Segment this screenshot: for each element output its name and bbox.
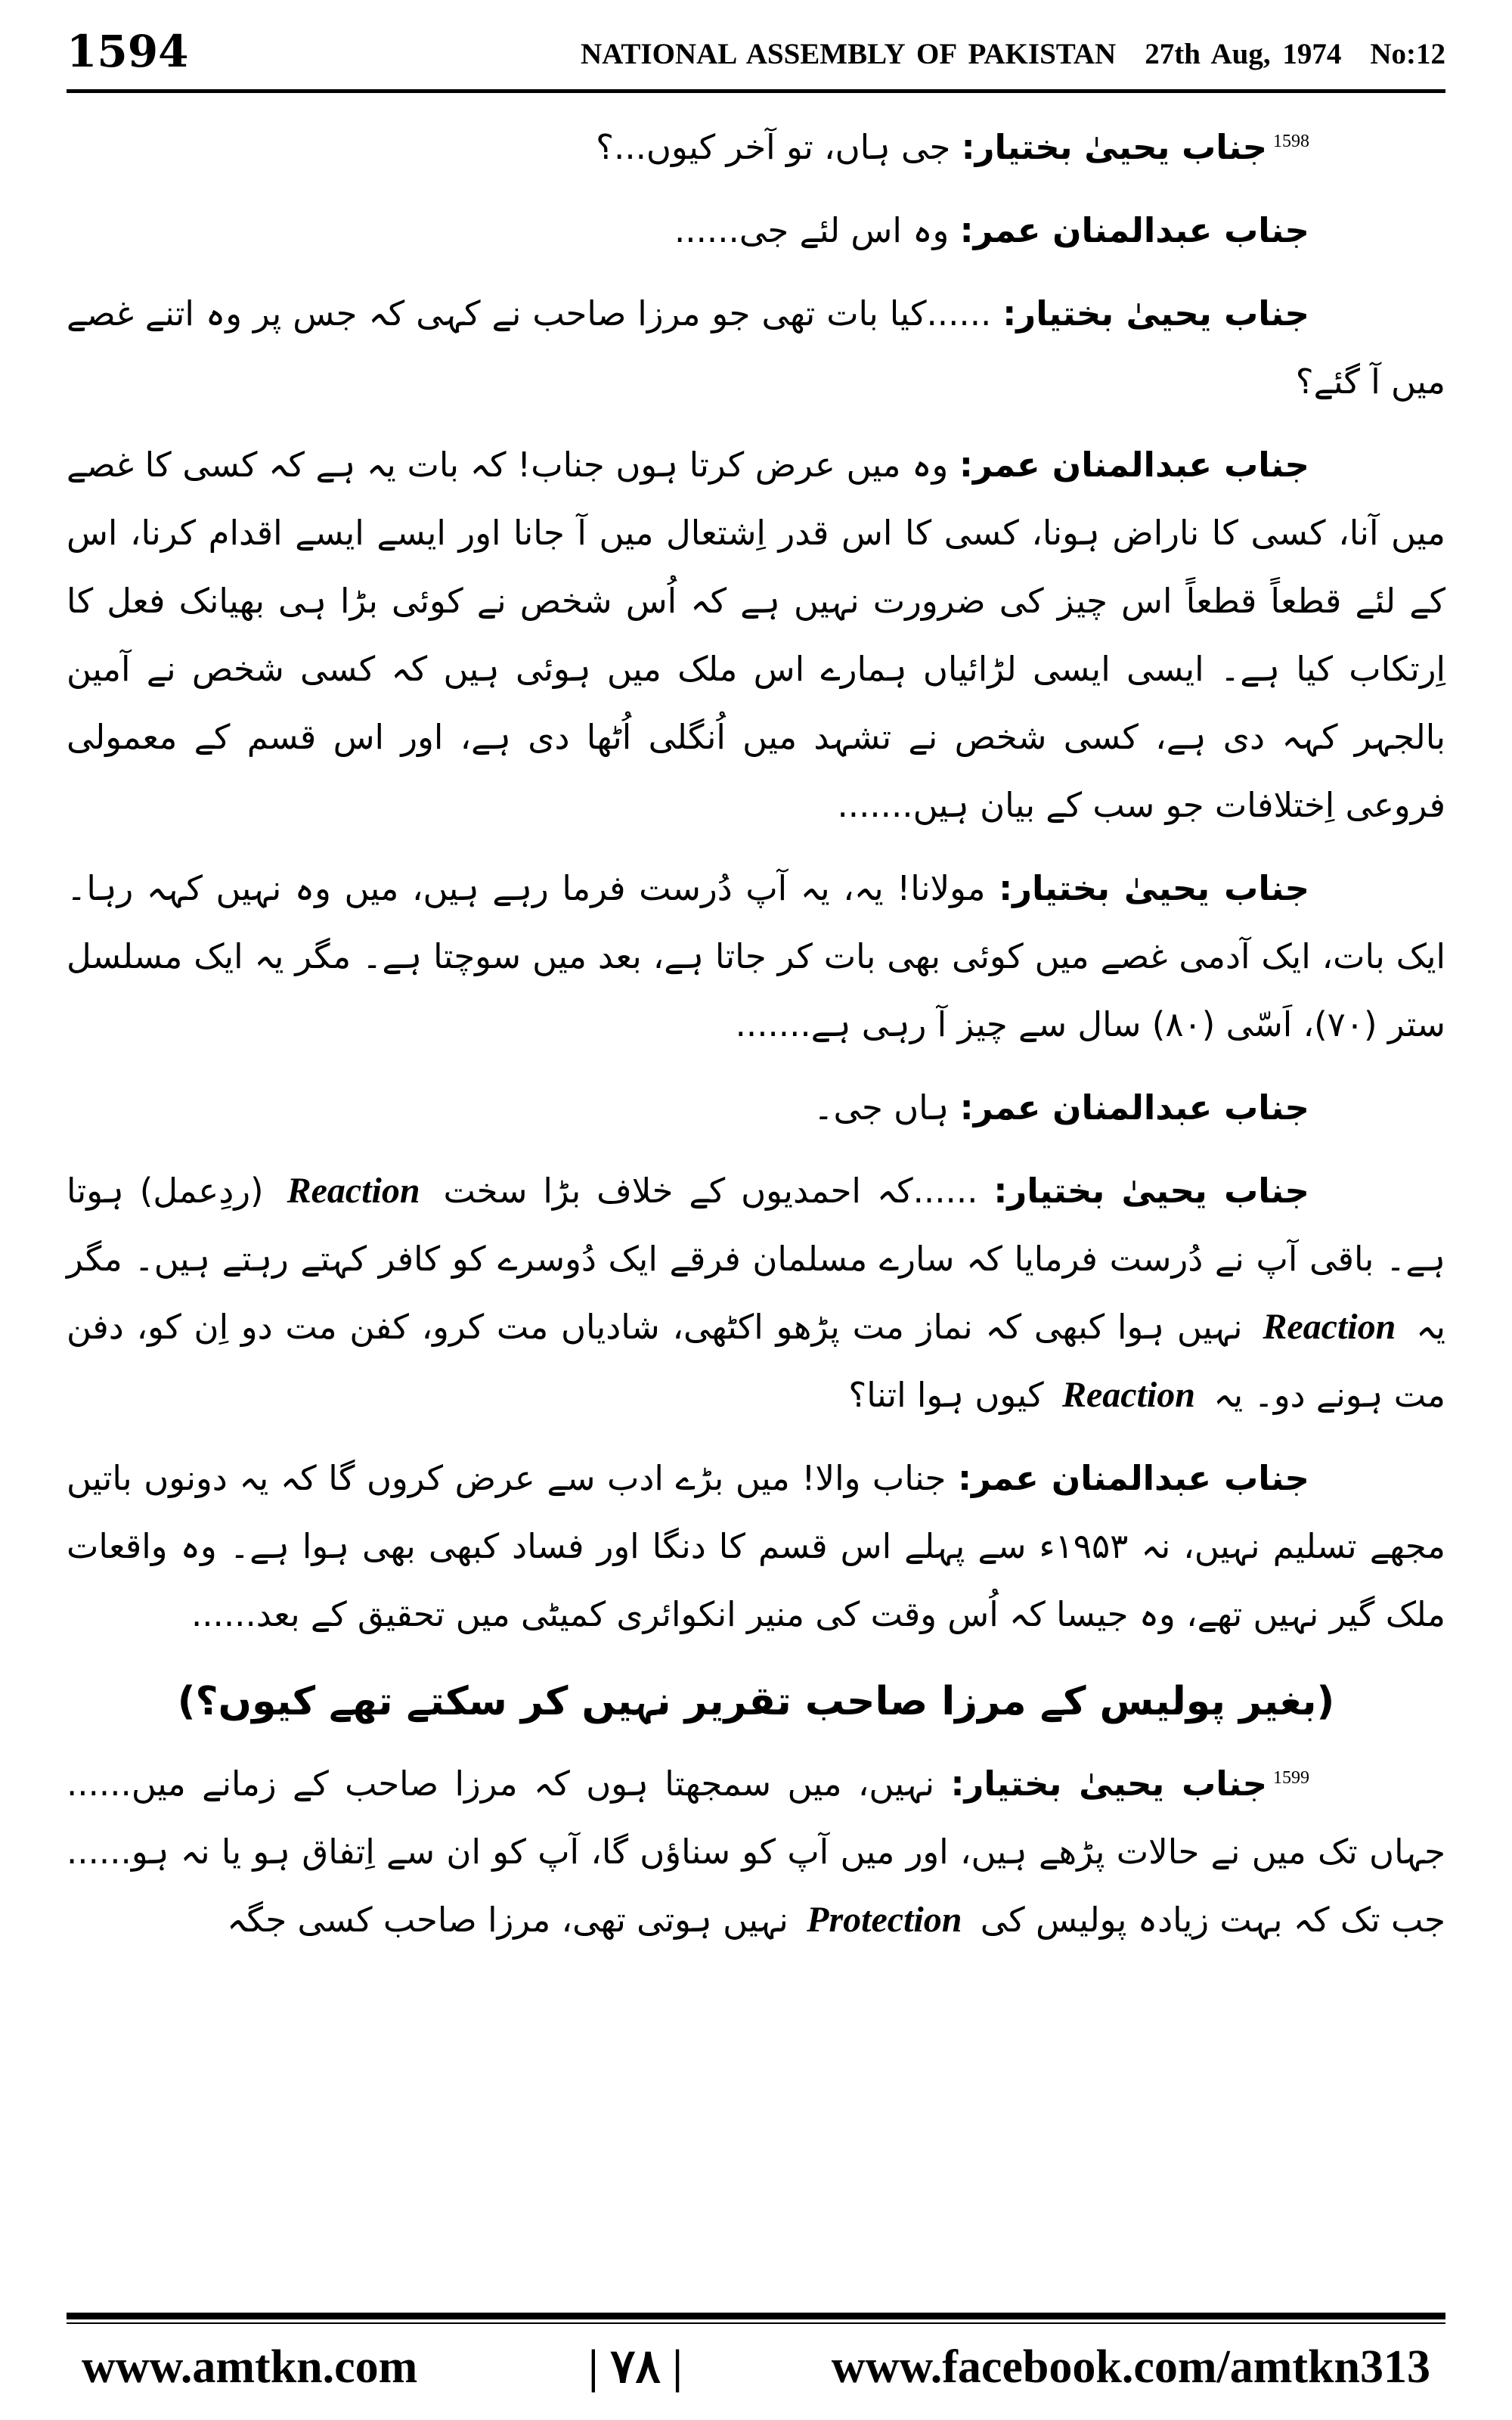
- speaker-name: جناب عبدالمنان عمر:: [959, 210, 1309, 250]
- speaker-name: جناب عبدالمنان عمر:: [959, 445, 1309, 485]
- paragraph-text: (ردِعمل) ہوتا ہے۔ باقی آپ نے دُرست فرمایا کہ سارے مسلمان فرقے ایک دُوسرے کو کافر کہتے رہتے ہیں۔ مگر یہ: [67, 1171, 1445, 1347]
- speaker-name: جناب عبدالمنان عمر:: [957, 1458, 1309, 1498]
- speaker-name: جناب یحییٰ بختیار:: [961, 127, 1267, 167]
- english-term: Protection: [807, 1900, 962, 1940]
- footer-divider-thin: [67, 2322, 1445, 2324]
- speaker-name: جناب یحییٰ بختیار:: [950, 1764, 1268, 1804]
- paragraph-text: نہیں ہوا کبھی کہ نماز مت پڑھو اکٹھی، شادیاں مت کرو، کفن مت دو اِن کو، دفن مت ہونے دو۔ یہ: [67, 1307, 1445, 1415]
- paragraph: [67, 280, 1445, 416]
- paragraph-text: ......کیا بات تھی جو مرزا صاحب نے کہی کہ جس پر وہ اتنے غصے میں آ گئے؟: [67, 293, 1445, 402]
- paragraph-text: وہ اس لئے جی......: [674, 210, 950, 250]
- english-term: Reaction: [1263, 1307, 1396, 1347]
- speaker-name: جناب یحییٰ بختیار:: [1002, 293, 1309, 334]
- paragraph: [67, 1157, 1445, 1429]
- speaker-name: جناب عبدالمنان عمر:: [959, 1087, 1309, 1128]
- page-header: [67, 21, 1445, 93]
- paragraph-text: نہیں ہوتی تھی، مرزا صاحب کسی جگہ: [227, 1900, 789, 1940]
- issue-number: No:12: [1370, 38, 1445, 70]
- section-heading: (بغیر پولیس کے مرزا صاحب تقریر نہیں کر سکتے تھے کیوں؟): [177, 1679, 1335, 1724]
- session-date: 27th Aug, 1974: [1145, 38, 1342, 70]
- english-term: Reaction: [287, 1171, 420, 1211]
- paragraph: [67, 1444, 1445, 1649]
- speaker-name: جناب یحییٰ بختیار:: [993, 1171, 1309, 1211]
- paragraph: [67, 1074, 1445, 1142]
- paragraph: [67, 1750, 1445, 1954]
- website-link[interactable]: www.amtkn.com: [82, 2341, 418, 2393]
- facebook-link[interactable]: www.facebook.com/amtkn313: [831, 2341, 1430, 2393]
- sheet-number: | ۷۸ |: [588, 2341, 683, 2393]
- paragraph: [67, 431, 1445, 839]
- paragraph-text: ہاں جی۔: [813, 1087, 950, 1128]
- page-number: 1594: [67, 26, 189, 77]
- transcript-body: [67, 113, 1445, 1969]
- english-term: Reaction: [1061, 1375, 1195, 1415]
- paragraph-text: ......کہ احمدیوں کے خلاف بڑا سخت: [443, 1171, 978, 1211]
- paragraph-text: جی ہاں، تو آخر کیوں...؟: [596, 127, 951, 167]
- paragraph-text: وہ میں عرض کرتا ہوں جناب! کہ بات یہ ہے کہ کسی کا غصے میں آنا، کسی کا ناراض ہونا، کسی کا اس قدر اِشتعال میں آ جانا اور ایسے ایسے اقدام کرنا، اس کے لئے قطعاً قطعاً اس چیز کی ضرورت نہیں ہے کہ اُس شخص نے کوئی بڑا ہی بھیانک فعل کا اِرتکاب کیا ہے۔ ایسی ایسی لڑائیاں ہمارے اس ملک میں ہوئی ہیں کہ کسی شخص نے آمین بالجہر کہہ دی ہے، کسی شخص نے تشہد میں اُنگلی اُٹھا دی ہے، اور اس قسم کے معمولی فروعی اِختلافات جو سب کے بیان ہیں.......: [67, 445, 1445, 825]
- paragraph: [67, 197, 1445, 265]
- page-reference: 1599: [1273, 1768, 1310, 1788]
- publication-title: NATIONAL ASSEMBLY OF PAKISTAN: [580, 38, 1117, 70]
- page-reference: 1598: [1273, 132, 1309, 151]
- paragraph-text: جناب والا! میں بڑے ادب سے عرض کروں گا کہ یہ دونوں باتیں مجھے تسلیم نہیں، نہ ۱۹۵۳ء سے پہلے اس قسم کا دنگا اور فساد کبھی بھی ہوا ہے۔ وہ واقعات ملک گیر نہیں تھے، وہ جیسا کہ اُس وقت کی منیر انکوائری کمیٹی میں تحقیق کے بعد......: [67, 1458, 1446, 1634]
- page-footer: [67, 2333, 1445, 2401]
- paragraph-text: مولانا! یہ، یہ آپ دُرست فرما رہے ہیں، میں وہ نہیں کہہ رہا۔ ایک بات، ایک آدمی غصے میں کوئی بھی بات کر جاتا ہے، بعد میں سوچتا ہے۔ مگر یہ ایک مسلسل ستر (۷۰)، اَسّی (۸۰) سال سے چیز آ رہی ہے.......: [67, 868, 1445, 1044]
- paragraph-text: کیوں ہوا اتنا؟: [848, 1375, 1044, 1415]
- running-head: [552, 32, 1445, 77]
- speaker-name: جناب یحییٰ بختیار:: [999, 868, 1310, 908]
- paragraph: [67, 113, 1445, 182]
- footer-divider: [67, 2313, 1445, 2319]
- paragraph-text: نہیں، میں سمجھتا ہوں کہ مرزا صاحب کے زمانے میں...... جہاں تک میں نے حالات پڑھے ہیں، اور میں آپ کو سناؤں گا، آپ کو ان سے اِتفاق ہو یا نہ ہو...... جب تک کہ بہت زیادہ پولیس کی: [67, 1764, 1445, 1940]
- paragraph: [67, 855, 1445, 1059]
